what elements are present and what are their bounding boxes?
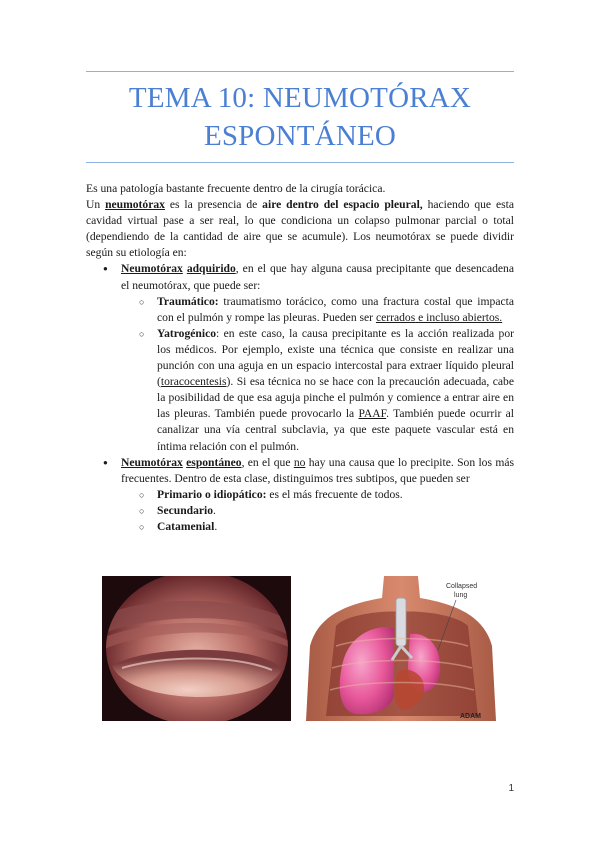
term-neumotorax-adquirido-1: Neumotórax [121, 262, 183, 276]
text-run: : en este caso, la causa precipitante es la acción realizada por los médicos. Por ejemplo, existe una técnica que consiste en realizar una punción con una aguja en un espacio intercostal para extraer líquido pleural ( [157, 326, 514, 389]
list-item-primario [121, 487, 514, 503]
text-run: traumatismo torácico, como una fractura costal que impacta con el pulmón y rompe las pleuras. Pueden ser [157, 294, 514, 324]
text-run: es la presencia de [164, 198, 263, 212]
text-run: , en el que hay alguna causa precipitante que desencadena el neumotórax, que puede ser: [121, 262, 514, 292]
etiology-list [86, 261, 514, 535]
term-aire-espacio-pleural: aire dentro del espacio pleural, [262, 198, 423, 212]
list-item-traumatico [121, 294, 514, 326]
document-body [86, 181, 514, 535]
text-run: . [213, 503, 216, 517]
text-run: ). Si esa técnica no se hace con la precaución adecuada, cabe la posibilidad de que esa aguja pinche el pulmón y comience a entrar aire en las pleuras. También puede provocarlo la [157, 375, 514, 421]
collapsed-lung-image [306, 576, 496, 721]
text-run: . [214, 519, 218, 533]
intro-text: Es una patología bastante frecuente dentro de la cirugía torácica. [86, 182, 386, 195]
spontaneous-subtypes-list [121, 487, 514, 535]
page-title-line-2: ESPONTÁNEO [203, 120, 397, 152]
title-top-rule [86, 71, 514, 72]
list-item-adquirido [86, 261, 514, 454]
collapsed-lung-illustration [306, 576, 496, 721]
intro-sentence [86, 181, 514, 197]
page-number: 1 [508, 783, 514, 794]
list-item-espontaneo [86, 455, 514, 535]
label-primario: Primario o idiopático: [157, 487, 267, 501]
term-neumotorax-adquirido-2: adquirido [186, 262, 236, 276]
thoracoscopy-illustration [102, 576, 291, 721]
acquired-subtypes-list [121, 294, 514, 455]
label-secundario: Secundario [157, 503, 214, 517]
term-neumotorax: neumotórax [105, 198, 165, 212]
title-bottom-rule [86, 162, 514, 163]
list-item-secundario [121, 503, 514, 519]
term-neumotorax-espontaneo-2: espontáneo [186, 455, 242, 469]
underlined-toracocentesis: toracocentesis [160, 375, 227, 389]
page-title-line-1: TEMA 10: NEUMOTÓRAX [128, 82, 472, 114]
underlined-no: no [293, 455, 306, 469]
text-run: . También puede ocurrir al canalizar una vía central subclavia, ya que este paquete vascular está en íntima relación con el pulmón. [157, 407, 514, 453]
text-run: hay una causa que lo precipite. Son los más frecuentes. Dentro de esta clase, distinguimos tres subtipos, que pueden ser [121, 455, 514, 485]
underlined-paaf: PAAF [358, 407, 387, 421]
label-yatrogenico: Yatrogénico [157, 326, 217, 340]
text-run: es el más frecuente de todos. [266, 487, 403, 501]
label-catamenial: Catamenial [157, 519, 215, 533]
lung-caption-line-1: Collapsed [446, 583, 478, 590]
text-run: , en el que [241, 455, 294, 469]
thoracoscopy-image [102, 576, 291, 721]
adam-watermark: ADAM [460, 713, 481, 720]
list-item-catamenial [121, 519, 514, 535]
text-run: Un [86, 198, 106, 212]
definition-paragraph [86, 197, 514, 261]
term-neumotorax-espontaneo-1: Neumotórax [121, 455, 183, 469]
underlined-cerrados: cerrados [375, 310, 416, 324]
text-run: haciendo que esta cavidad virtual pase a ser real, lo que condiciona un colapso pulmonar parcial o total (dependiendo de la cantidad de aire que se acumule). Los neumotórax se puede dividir según su etiología en: [86, 198, 514, 260]
lung-caption-line-2: lung [454, 592, 468, 599]
underlined-abiertos: e incluso abiertos. [418, 310, 503, 324]
label-traumatico: Traumático: [157, 294, 219, 308]
list-item-yatrogenico [121, 326, 514, 455]
